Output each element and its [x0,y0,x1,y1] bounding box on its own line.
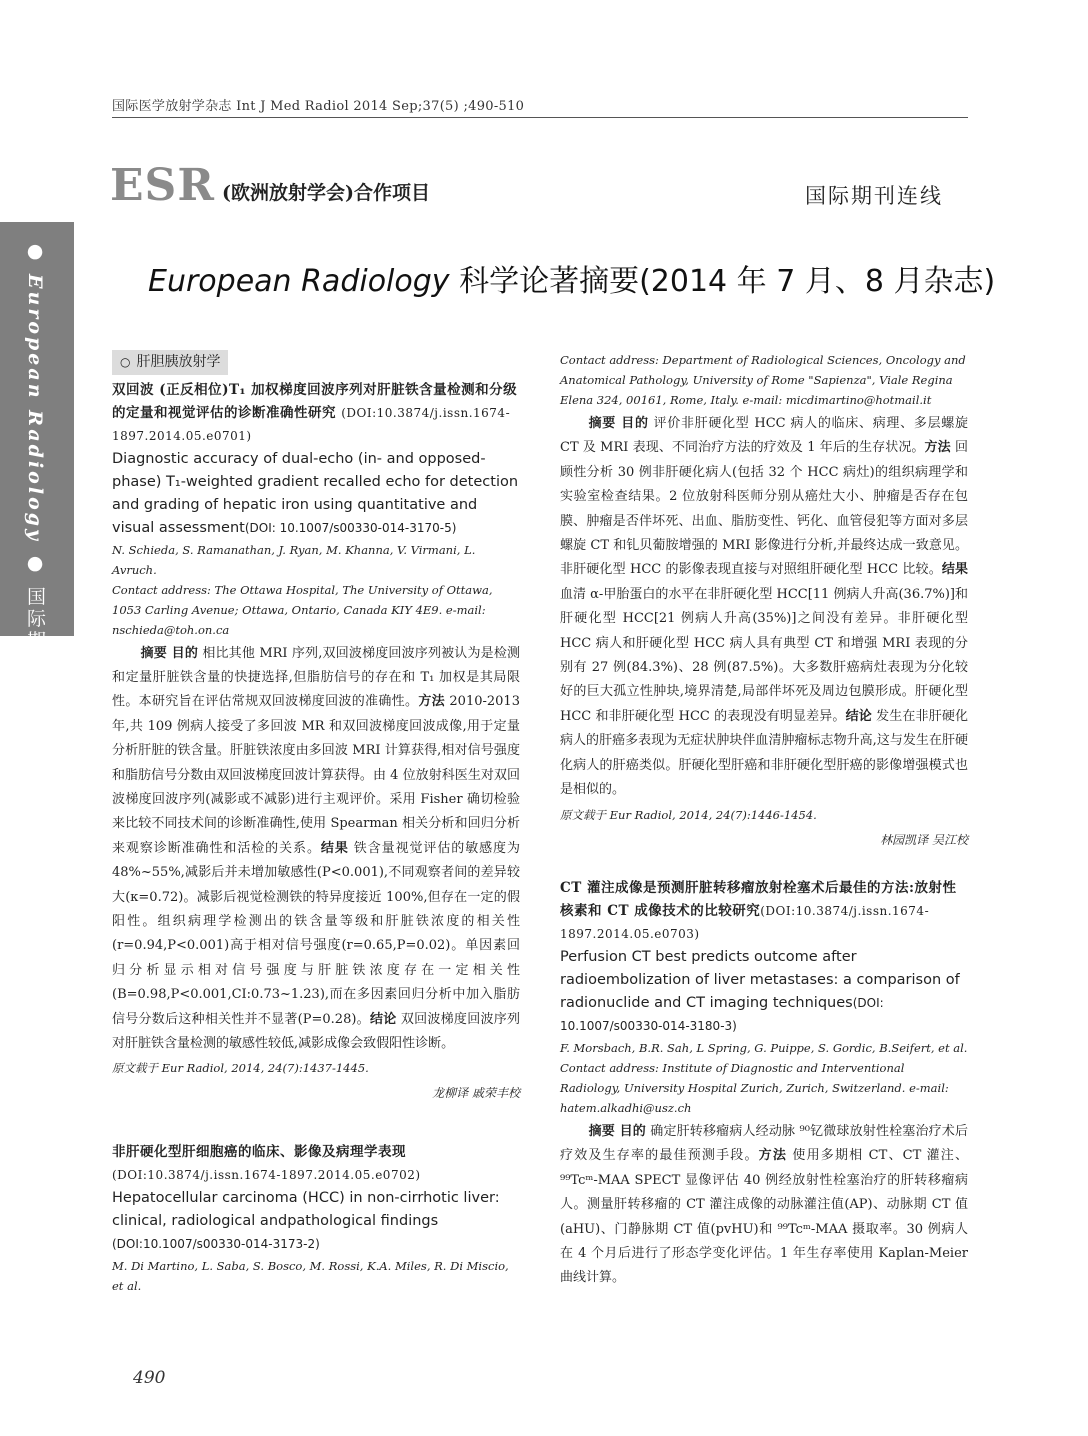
title-rest: 科学论著摘要(2014 年 7 月、8 月杂志) [459,264,996,299]
article-2-title-zh: 非肝硬化型肝细胞癌的临床、影像及病理学表现(DOI:10.3874/j.issn.1674-1897.2014.05.e0702) [112,1143,421,1182]
category-label [112,350,228,375]
article-2-translator: 林园凯译 吴江校 [880,832,968,847]
article-1-title-en: Diagnostic accuracy of dual-echo (in- and opposed-phase) T₁-weighted gradient recalled echo for detection and grading of hepatic iron using quantitative and visual assessment(DOI: 10.1007/s00330-014-3170-5) [112,450,519,536]
page-number: 490 [133,1368,166,1388]
article-1-abstract: 摘要 目的 相比其他 MRI 序列,双回波梯度回波序列被认为是检测和定量肝脏铁含量的快捷选择,但脂肪信号的存在和 T₁ 加权是其局限性。本研究旨在评估常规双回波梯度回波的准确性。方法 2010-2013 年,共 109 例病人接受了多回波 MR 和双回波梯度回波成像,用于定量分析肝脏的铁含量。肝脏铁浓度由多回波 MRI 计算获得,相对信号强度和脂肪信号分数由双回波梯度回波计算获得。由 4 位放射科医生对双回波梯度回波序列(减影或不减影)进行主观评价。采用 Fisher 确切检验来比较不同技术间的诊断准确性,使用 Spearman 相关分析和回归分析来观察诊断准确性和活检的关系。结果 铁含量视觉评估的敏感度为 48%~55%,减影后并未增加敏感性(P<0.001),不同观察者间的差异较大(κ=0.72)。减影后视觉检测铁的特异度接近 100%,但存在一定的假阳性。组织病理学检测出的铁含量等级和肝脏铁浓度的相关性(r=0.94,P<0.001)高于相对信号强度(r=0.65,P=0.02)。单因素回归分析显示相对信号强度与肝脏铁浓度存在一定相关性(B=0.98,P<0.001,CI:0.73~1.23),而在多因素回归分析中加入脂肪信号分数后这种相关性并不显著(P=0.28)。结论 双回波梯度回波序列对肝脏铁含量检测的敏感性较低,减影成像会致假阳性诊断。 [112,645,521,1051]
circle-icon: ○ [120,355,131,369]
side-tab-text [22,240,49,718]
esr-logo: ESR [110,160,215,211]
article-2-source: 原文载于 Eur Radiol, 2014, 24(7):1446-1454. [560,807,817,822]
article-2-abstract: 摘要 目的 评价非肝硬化型 HCC 病人的临床、病理、多层螺旋 CT 及 MRI 表现、不同治疗方法的疗效及 1 年后的生存状况。方法 回顾性分析 30 例非肝硬化病人(包括 32 个 HCC 病灶)的组织病理学和实验室检查结果。2 位放射科医师分别从癌灶大小、肿瘤是否存在包膜、肿瘤是否伴坏死、出血、脂肪变性、钙化、血管侵犯等方面对多层螺旋 CT 和钆贝葡胺增强的 MRI 影像进行分析,并最终达成一致意见。非肝硬化型 HCC 的影像表现直接与对照组肝硬化型 HCC 比较。结果 血清 α-甲胎蛋白的水平在非肝硬化型 HCC[11 例病人升高(36.7%)]和肝硬化型 HCC[21 例病人升高(35%)]之间没有差异。非肝硬化型 HCC 病人和肝硬化型 HCC 病人具有典型 CT 和增强 MRI 表现的分别有 27 例(84.3%)、28 例(87.5%)。大多数肝癌病灶表现为分化较好的巨大孤立性肿块,境界清楚,局部伴坏死及周边包膜形成。肝硬化型 HCC 和非肝硬化型 HCC 的表现没有明显差异。结论 发生在非肝硬化病人的肝癌多表现为无症状肿块伴血清肿瘤标志物升高,这与发生在肝硬化病人的肝癌类似。肝硬化型肝癌和非肝硬化型肝癌的影像增强模式也是相似的。 [560,416,968,798]
article-1-source: 原文载于 Eur Radiol, 2014, 24(7):1437-1445. [112,1061,369,1076]
article-1-translator: 龙柳译 戚荣丰校 [432,1086,520,1101]
side-label: 国际期刊连线 [24,586,46,719]
article-1-title-zh: 双回波 (正反相位)T₁ 加权梯度回波序列对肝脏铁含量检测和分级的定量和视觉评估的诊断准确性研究 (DOI:10.3874/j.issn.1674-1897.2014.05.e0701) [112,381,518,443]
side-bullet-2: ● [24,552,46,578]
page-title [148,256,995,300]
article-3-contact: Contact address: Institute of Diagnostic and Interventional Radiology, University Hospital Zurich, Zurich, Switzerland. e-mail: hatem.alkadhi@usz.ch [560,1061,949,1115]
article-2-title-en: Hepatocellular carcinoma (HCC) in non-cirrhotic liver: clinical, radiological andpathological findings (DOI:10.1007/s00330-014-3173-2) [112,1189,500,1251]
article-2-authors: M. Di Martino, L. Saba, S. Bosco, M. Rossi, K.A. Miles, R. Di Miscio, et al. [112,1258,509,1293]
esr-subtitle: (欧洲放射学会)合作项目 [222,182,430,204]
running-head: 国际医学放射学杂志 Int J Med Radiol 2014 Sep;37(5) ;490-510 [112,99,525,114]
side-tab [0,222,74,719]
article-1-authors: N. Schieda, S. Ramanathan, J. Ryan, M. Khanna, V. Virmani, L. Avruch. [112,542,476,577]
article-1-contact: Contact address: The Ottawa Hospital, The University of Ottawa, 1053 Carling Avenue; Ottawa, Ontario, Canada KIY 4E9. e-mail: nschieda@toh.on.ca [112,582,493,637]
article-3-authors: F. Morsbach, B.R. Sah, L Spring, G. Puippe, S. Gordic, B.Seifert, et al. [560,1041,968,1055]
left-column [112,350,520,1296]
article-3-title-en: Perfusion CT best predicts outcome after radioembolization of liver metastases: a comparison of radionuclide and CT imaging techniques(DOI: 10.1007/s00330-014-3180-3) [560,949,960,1033]
article-3-abstract: 摘要 目的 确定肝转移瘤病人经动脉 ⁹⁰钇微球放射性栓塞治疗术后疗效及生存率的最佳预测手段。方法 使用多期相 CT、CT 灌注、⁹⁹Tcᵐ-MAA SPECT 显像评估 40 例经放射性栓塞治疗的肝转移瘤病人。测量肝转移瘤的 CT 灌注成像的动脉灌注值(AP)、动脉期 CT 值(aHU)、门静脉期 CT 值(pvHU)和 ⁹⁹Tcᵐ-MAA 摄取率。30 例病人在 4 个月后进行了形态学变化评估。1 年生存率使用 Kaplan-Meier 曲线计算。 [560,1124,968,1286]
title-journal: European Radiology [148,264,450,299]
article-3-title-zh: CT 灌注成像是预测肝脏转移瘤放射栓塞术后最佳的方法:放射性核素和 CT 成像技术的比较研究(DOI:10.3874/j.issn.1674-1897.2014.05.e0703) [560,880,957,941]
side-bullet-1: ● [24,240,46,265]
category-text: 肝胆胰放射学 [136,354,221,370]
section-tag: 国际期刊连线 [805,184,943,208]
header-rule [112,117,968,118]
right-column [560,350,968,1293]
side-journal: European Radiology [24,274,46,544]
article-2-contact: Contact address: Department of Radiological Sciences, Oncology and Anatomical Pathology, University of Rome "Sapienza", Viale Regina Elena 324, 00161, Rome, Italy. e-mail: micdimartino@hotmail.it [560,353,966,407]
